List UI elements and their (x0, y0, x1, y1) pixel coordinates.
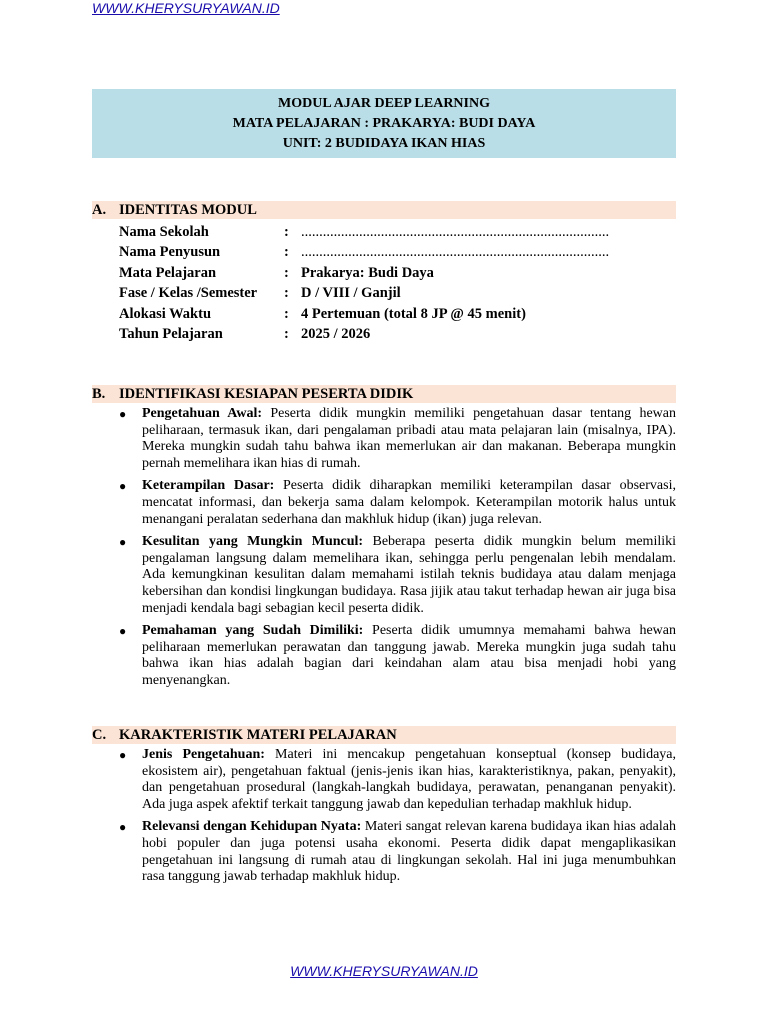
bullet-icon: ● (119, 535, 127, 550)
identity-colon: : (284, 224, 289, 240)
section-a-title: IDENTITAS MODUL (119, 202, 257, 218)
identity-label: Alokasi Waktu (119, 305, 212, 322)
footer-website-link[interactable]: WWW.KHERYSURYAWAN.ID (290, 963, 478, 979)
list-item-text: Materi ini mencakup pengetahuan konseptual (konsep budidaya, ekosistem air), pengetahuan faktual (jenis-jenis ikan hias, karakteristiknya, pakan, penyakit), dan pengetahuan prosedural (langkah-langkah budidaya, perawatan, penanganan penyakit). Ada juga aspek afektif terkait tanggung jawab dan kepedulian terhadap makhluk hidup. (142, 747, 676, 812)
identity-label: Tahun Pelajaran (119, 325, 223, 342)
section-a-heading (92, 201, 676, 219)
identity-row-year (119, 324, 679, 344)
title-line-2: MATA PELAJARAN : PRAKARYA: BUDI DAYA (232, 116, 536, 131)
list-item (119, 623, 676, 689)
list-item-text: Beberapa peserta didik mungkin belum memiliki pengalaman langsung dalam memelihara ikan, sehingga perlu pengenalan lebih mendalam. Ada kemungkinan kesulitan dalam memahami istilah teknis budidaya atau dalam menjaga kebersihan dan kondisi lingkungan budidaya. Rasa jijik atau takut terhadap hewan air juga bisa menjadi kendala bagi sebagian kecil peserta didik. (142, 534, 676, 616)
list-item-term: Keterampilan Dasar: (142, 478, 275, 494)
identity-row-author (119, 242, 679, 262)
identity-row-school (119, 222, 679, 242)
identity-colon: : (284, 244, 289, 261)
header-website-link[interactable]: WWW.KHERYSURYAWAN.ID (92, 0, 280, 16)
section-c-letter: C. (92, 727, 107, 743)
identity-label: Nama Penyusun (119, 244, 221, 261)
identity-label: Fase / Kelas /Semester (119, 285, 258, 302)
bullet-icon: ● (119, 407, 127, 421)
list-item (119, 478, 676, 528)
identity-row-subject (119, 263, 679, 283)
list-item (119, 406, 676, 472)
identity-value: 4 Pertemuan (total 8 JP @ 45 menit) (301, 305, 526, 322)
bullet-icon: ● (119, 748, 127, 762)
section-c-title: KARAKTERISTIK MATERI PELAJARAN (119, 727, 397, 743)
identity-value: ..................................................................................... (301, 224, 610, 240)
section-a-letter: A. (92, 202, 107, 218)
list-item-text: Materi sangat relevan karena budidaya ikan hias adalah hobi populer dan juga potensi usaha ekonomi. Peserta didik dapat mengaplikasikan pengetahuan ini langsung di rumah atau di lingkungan sekolah. Hal ini juga menumbuhkan rasa tanggung jawab terhadap makhluk hidup. (142, 819, 676, 885)
title-line-1: MODUL AJAR DEEP LEARNING (278, 96, 490, 111)
list-item-text: Peserta didik diharapkan memiliki keterampilan dasar observasi, mencatat informasi, dan bekerja sama dalam kelompok. Keterampilan motorik halus untuk menangani peralatan sederhana dan makhluk hidup (ikan) juga relevan. (142, 478, 676, 527)
bullet-icon: ● (119, 624, 127, 639)
identity-colon: : (284, 325, 289, 342)
list-item (119, 534, 676, 617)
identity-colon: : (284, 305, 289, 322)
list-item-text: Peserta didik umumnya memahami bahwa hewan peliharaan memerlukan perawatan dan tanggung jawab. Mereka mungkin juga sudah tahu bahwa ikan hias adalah bagian dari keindahan alam atau bisa menjadi hobi yang menyenangkan. (142, 623, 677, 688)
section-b-heading (92, 385, 676, 403)
bullet-icon: ● (119, 479, 127, 494)
identity-value: ..................................................................................... (301, 244, 610, 261)
list-item-text: Peserta didik mungkin memiliki pengetahuan dasar tentang hewan peliharaan, termasuk ikan, dari pengalaman pribadi atau mata pelajaran lain (misalnya, IPA). Mereka mungkin sudah tahu bahwa ikan memerlukan air dan makanan. Beberapa mungkin pernah memelihara ikan hias di rumah. (142, 406, 676, 471)
list-item-term: Kesulitan yang Mungkin Muncul: (142, 534, 364, 550)
identity-value: 2025 / 2026 (301, 325, 371, 342)
list-item-term: Pengetahuan Awal: (142, 406, 263, 421)
identity-label: Mata Pelajaran (119, 264, 217, 281)
identity-value: D / VIII / Ganjil (301, 285, 401, 302)
list-item (119, 747, 676, 813)
identity-label: Nama Sekolah (119, 224, 209, 240)
section-c-list (119, 747, 676, 892)
identity-row-phase (119, 283, 679, 303)
identity-colon: : (284, 264, 289, 281)
title-box (92, 89, 676, 158)
section-b-letter: B. (92, 386, 106, 402)
bullet-icon: ● (119, 820, 127, 835)
section-b-title: IDENTIFIKASI KESIAPAN PESERTA DIDIK (119, 386, 414, 402)
identity-table (119, 222, 679, 344)
list-item-term: Pemahaman yang Sudah Dimiliki: (142, 623, 364, 639)
identity-row-time (119, 304, 679, 324)
list-item (119, 819, 676, 885)
title-line-3: UNIT: 2 BUDIDAYA IKAN HIAS (282, 136, 486, 151)
section-b-list (119, 406, 676, 696)
list-item-term: Relevansi dengan Kehidupan Nyata: (142, 819, 362, 835)
section-c-heading (92, 726, 676, 744)
identity-colon: : (284, 285, 289, 302)
identity-value: Prakarya: Budi Daya (301, 264, 434, 281)
list-item-term: Jenis Pengetahuan: (142, 747, 265, 762)
